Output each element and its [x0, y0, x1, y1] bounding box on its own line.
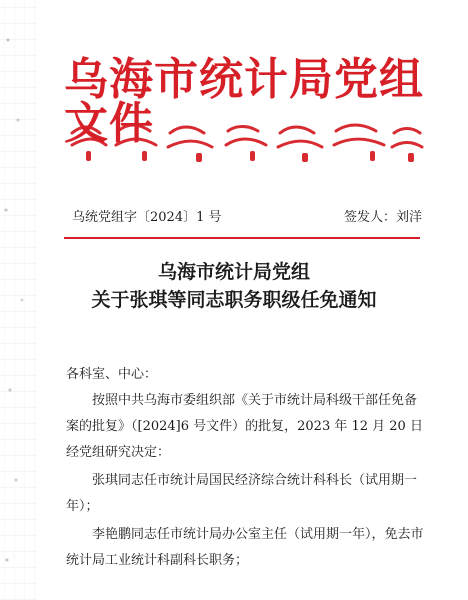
- document-title-line-1: 乌海市统计局党组: [157, 261, 310, 283]
- salutation: 各科室、中心：: [66, 367, 158, 382]
- paragraph-1: 按照中共乌海市委组织部《关于市统计局科级干部任免备案的批复》（[2024]6 号文件）的批复，2023 年 12 月 20 日经党组研究决定：: [66, 393, 423, 460]
- issuer: 签发人：刘洋: [343, 210, 422, 225]
- mongolian-script-line: [66, 115, 426, 167]
- document-title: [0, 258, 468, 314]
- paragraph-2: 张琪同志任市统计局国民经济综合统计科科长（试用期一年）；: [66, 473, 418, 514]
- document-body: [66, 362, 426, 574]
- doc-meta-row: [72, 206, 422, 225]
- red-divider: [64, 237, 420, 239]
- header-title: 乌海市统计局党组文件: [64, 54, 424, 149]
- document-number: 乌统党组字〔2024〕1 号: [72, 210, 222, 225]
- document-title-line-2: 关于张琪等同志职务职级任免通知: [91, 289, 377, 311]
- paragraph-3: 李艳鹏同志任市统计局办公室主任（试用期一年），免去市统计局工业统计科副科长职务；: [66, 527, 424, 568]
